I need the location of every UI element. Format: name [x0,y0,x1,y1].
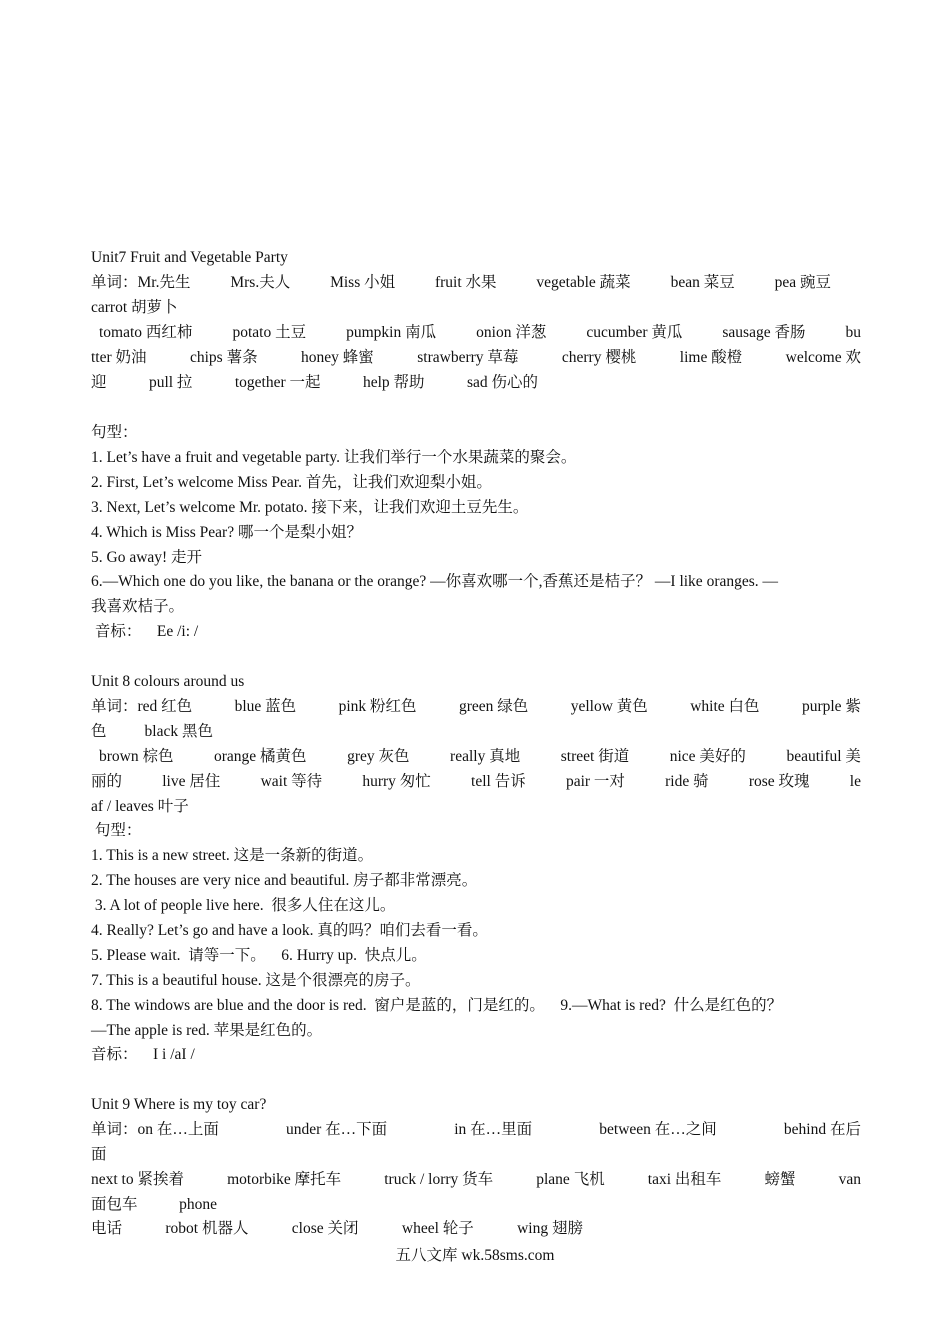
word: next to 紧挨着 [91,1171,184,1188]
word: van [838,1171,861,1188]
word: black 黑色 [144,723,213,740]
unit7-pattern-label: 句型： [91,424,138,441]
word: pair 一对 [565,773,625,790]
unit7-words-row1 [91,273,861,293]
word: rose 玫瑰 [748,773,810,790]
unit9-words-row3 [91,1170,861,1190]
unit8-words-row2 [91,722,213,742]
word: 单词：red 红色 [91,698,193,715]
unit9-words-row5 [91,1219,583,1239]
word: live 居住 [162,773,221,790]
word: green 绿色 [458,698,529,715]
word: truck / lorry 货车 [384,1171,494,1188]
word: in 在…里面 [454,1121,533,1138]
word: le [849,773,861,790]
unit7-words-row2: carrot 胡萝卜 [91,299,178,316]
word: blue 蓝色 [234,698,297,715]
word: bean 菜豆 [670,274,735,291]
word: pea 豌豆 [774,274,831,291]
word: bu [845,324,861,341]
word: white 白色 [690,698,760,715]
unit8-sentence-5-6: 5. Please wait. 请等一下。 6. Hurry up. 快点儿。 [91,947,427,964]
word: really 真地 [450,748,521,765]
word: strawberry 草莓 [417,349,519,366]
word: sad 伤心的 [466,374,538,391]
word: street 街道 [560,748,630,765]
unit7-sentence-5: 5. Go away! 走开 [91,549,203,566]
unit8-words-row1 [91,697,861,717]
word: lime 酸橙 [679,349,743,366]
word: wing 翅膀 [517,1220,583,1237]
word: 螃蟹 [764,1171,796,1188]
unit8-sentence-9-cont: —The apple is red. 苹果是红色的。 [91,1022,323,1039]
word: yellow 黄色 [570,698,648,715]
unit7-sentence-3: 3. Next, Let’s welcome Mr. potato. 接下来，让我们欢迎土豆先生。 [91,499,529,516]
word: under 在…下面 [285,1121,388,1138]
unit8-words-row5: af / leaves 叶子 [91,798,189,815]
word: wheel 轮子 [401,1220,474,1237]
word: onion 洋葱 [476,324,547,341]
unit8-words-row3 [99,747,861,767]
unit9-words-row2: 面 [91,1146,107,1163]
word: nice 美好的 [669,748,746,765]
unit9-words-row4 [91,1195,217,1215]
word: 单词：Mr.先生 [91,274,191,291]
word: taxi 出租车 [647,1171,722,1188]
word: cucumber 黄瓜 [586,324,683,341]
word: phone [179,1196,217,1213]
word: welcome 欢 [785,349,861,366]
word: purple 紫 [801,698,861,715]
unit8-phonetics: 音标： I i /aI / [91,1046,195,1063]
word: behind 在后 [783,1121,861,1138]
unit8-sentence-7: 7. This is a beautiful house. 这是个很漂亮的房子。 [91,972,421,989]
word: close 关闭 [291,1220,359,1237]
unit8-sentence-2: 2. The houses are very nice and beautiful. 房子都非常漂亮。 [91,872,478,889]
unit8-sentence-1: 1. This is a new street. 这是一条新的街道。 [91,847,374,864]
unit9-words-row1 [91,1120,861,1140]
unit9-title: Unit 9 Where is my toy car? [91,1096,267,1113]
unit7-sentence-4: 4. Which is Miss Pear? 哪一个是梨小姐？ [91,524,362,541]
word: cherry 樱桃 [561,349,637,366]
word: 迎 [91,374,107,391]
unit7-sentence-1: 1. Let’s have a fruit and vegetable party. 让我们举行一个水果蔬菜的聚会。 [91,449,577,466]
word: chips 薯条 [189,349,258,366]
word: beautiful 美 [786,748,861,765]
word: 丽的 [91,773,123,790]
word: together 一起 [234,374,321,391]
word: honey 蜂蜜 [301,349,374,366]
word: potato 土豆 [232,324,307,341]
unit7-phonetics: 音标： Ee /i: / [91,623,199,640]
word: plane 飞机 [536,1171,605,1188]
word: 面包车 [91,1196,138,1213]
word: brown 棕色 [99,748,174,765]
word: ride 骑 [665,773,709,790]
word: grey 灰色 [347,748,410,765]
word: hurry 匆忙 [362,773,431,790]
word: vegetable 蔬菜 [536,274,631,291]
word: help 帮助 [362,374,425,391]
unit8-sentence-3: 3. A lot of people live here. 很多人住在这儿。 [91,897,396,914]
unit8-words-row4 [91,772,861,792]
unit8-sentence-8-9: 8. The windows are blue and the door is red. 窗户是蓝的，门是红的。 9.—What is red? 什么是红色的？ [91,997,783,1014]
unit7-words-row4 [91,348,861,368]
word: pull 拉 [148,374,193,391]
unit7-sentence-2: 2. First, Let’s welcome Miss Pear. 首先，让我们欢迎梨小姐。 [91,474,492,491]
word: robot 机器人 [165,1220,249,1237]
word: between 在…之间 [599,1121,717,1138]
word: pink 粉红色 [338,698,417,715]
unit7-words-row3 [99,323,861,343]
word: fruit 水果 [434,274,497,291]
unit7-title: Unit7 Fruit and Vegetable Party [91,249,288,266]
unit7-sentence-6: 6.—Which one do you like, the banana or the orange? —你喜欢哪一个,香蕉还是桔子？ —I like oranges. — [91,573,779,590]
word: 色 [91,723,107,740]
word: Miss 小姐 [330,274,396,291]
word: sausage 香肠 [722,324,806,341]
word: tomato 西红柿 [99,324,193,341]
word: 电话 [91,1220,123,1237]
word: tter 奶油 [91,349,147,366]
unit8-title: Unit 8 colours around us [91,673,245,690]
word: tell 告诉 [471,773,526,790]
word: orange 橘黄色 [214,748,307,765]
word: motorbike 摩托车 [227,1171,342,1188]
word: pumpkin 南瓜 [346,324,437,341]
unit7-sentence-6-cont: 我喜欢桔子。 [91,598,185,615]
page-footer: 五八文库 wk.58sms.com [395,1247,555,1264]
unit7-words-row5 [91,373,538,393]
unit8-sentence-4: 4. Really? Let’s go and have a look. 真的吗？咱们去看一看。 [91,922,488,939]
word: wait 等待 [260,773,323,790]
word: 单词：on 在…上面 [91,1121,219,1138]
unit8-pattern-label: 句型： [91,822,142,839]
word: Mrs.夫人 [230,274,291,291]
